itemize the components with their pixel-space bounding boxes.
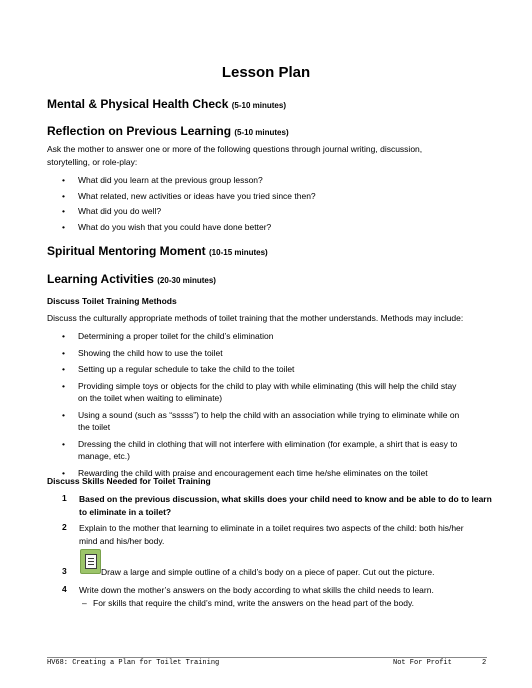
list-item bbox=[62, 409, 490, 434]
mentoring-duration: (10-15 minutes) bbox=[209, 248, 268, 257]
activity-icon bbox=[80, 549, 101, 574]
list-item bbox=[62, 363, 490, 376]
footer-rule bbox=[47, 657, 487, 658]
step-sub-bullet: – For skills that require the child’s mind, write the answers on the head part of the body. bbox=[93, 598, 414, 608]
list-item-text: • Dressing the child in clothing that will not interfere with elimination (for example, a shirt that is easy to bbox=[78, 438, 458, 449]
step-text-line: Explain to the mother that learning to eliminate in a toilet requires two aspects of the child: both his/her bbox=[79, 523, 464, 533]
learning-activities-duration: (20-30 minutes) bbox=[157, 276, 216, 285]
list-item-text: Showing the child how to use the toilet bbox=[78, 347, 223, 358]
list-item bbox=[62, 347, 490, 360]
step-text-line: to eliminate in a toilet? bbox=[79, 506, 172, 517]
page-title: Lesson Plan bbox=[221, 64, 311, 81]
list-item: • What did you do well? bbox=[62, 205, 490, 218]
step-text: Draw a large and simple outline of a child’s body on a piece of paper. Cut out the picture. bbox=[101, 567, 435, 577]
reflection-heading bbox=[47, 124, 289, 138]
step-number: 3 bbox=[62, 566, 67, 576]
list-item-text: • Providing simple toys or objects for the child to play with while eliminating (this will help the child stay bbox=[78, 380, 457, 391]
learning-activities-heading-text: Learning Activities bbox=[47, 272, 154, 286]
paper-icon bbox=[85, 554, 97, 569]
mentoring-heading bbox=[47, 244, 268, 258]
list-item-text: Setting up a regular schedule to take the child to the toilet bbox=[78, 364, 295, 374]
list-item-text: manage, etc.) bbox=[78, 451, 130, 461]
list-item: • What do you wish that you could have done better? bbox=[62, 221, 490, 234]
health-check-heading bbox=[47, 97, 286, 111]
list-item-text: Rewarding the child with praise and encouragement each time he/she eliminates on the toilet bbox=[78, 467, 428, 478]
step-text-line: mind and his/her body. bbox=[79, 535, 165, 546]
list-item bbox=[62, 330, 490, 343]
mentoring-heading-text: Spiritual Mentoring Moment bbox=[47, 244, 206, 258]
methods-list bbox=[62, 330, 490, 479]
list-item-text: • Using a sound (such as “sssss”) to help the child with an association while trying to eliminate while on bbox=[78, 409, 460, 420]
health-check-duration: (5-10 minutes) bbox=[231, 101, 286, 110]
methods-intro: Discuss the culturally appropriate methods of toilet training that the mother understands. Methods may include: bbox=[47, 313, 464, 323]
reflection-question-list bbox=[62, 174, 490, 233]
page-number: 2 bbox=[482, 659, 487, 667]
footer-notice: Not For Profit bbox=[393, 659, 452, 667]
health-check-heading-text: Mental & Physical Health Check bbox=[47, 97, 229, 111]
footer-document-title: HV68: Creating a Plan for Toilet Training bbox=[47, 659, 220, 667]
step-text bbox=[79, 493, 499, 518]
step-text: Write down the mother’s answers on the body according to what skills the child needs to learn. bbox=[79, 585, 434, 595]
reflection-intro-line: storytelling, or role-play: bbox=[47, 157, 138, 167]
step-text bbox=[79, 522, 499, 547]
step-number: 4 bbox=[62, 584, 67, 594]
reflection-heading-text: Reflection on Previous Learning bbox=[47, 124, 232, 138]
reflection-duration: (5-10 minutes) bbox=[234, 128, 289, 137]
step-number: 2 bbox=[62, 522, 67, 532]
learning-activities-heading bbox=[47, 272, 216, 286]
list-item: • What did you learn at the previous group lesson? bbox=[62, 174, 490, 187]
list-item bbox=[62, 380, 490, 405]
list-item-text: on the toilet when waiting to eliminate) bbox=[78, 393, 223, 403]
step-number: 1 bbox=[62, 493, 67, 503]
skills-subheading: Discuss Skills Needed for Toilet Training bbox=[47, 476, 211, 486]
list-item: • What related, new activities or ideas have you tried since then? bbox=[62, 190, 490, 203]
list-item-text: the toilet bbox=[78, 422, 111, 432]
list-item-text: Determining a proper toilet for the child’s elimination bbox=[78, 331, 274, 341]
step-text-line: Based on the previous discussion, what skills does your child need to know and be able to do to learn bbox=[79, 494, 492, 504]
methods-subheading: Discuss Toilet Training Methods bbox=[47, 296, 177, 306]
list-item bbox=[62, 438, 490, 463]
reflection-intro bbox=[47, 143, 487, 169]
reflection-intro-line: Ask the mother to answer one or more of the following questions through journal writing, discussion, bbox=[47, 144, 423, 154]
